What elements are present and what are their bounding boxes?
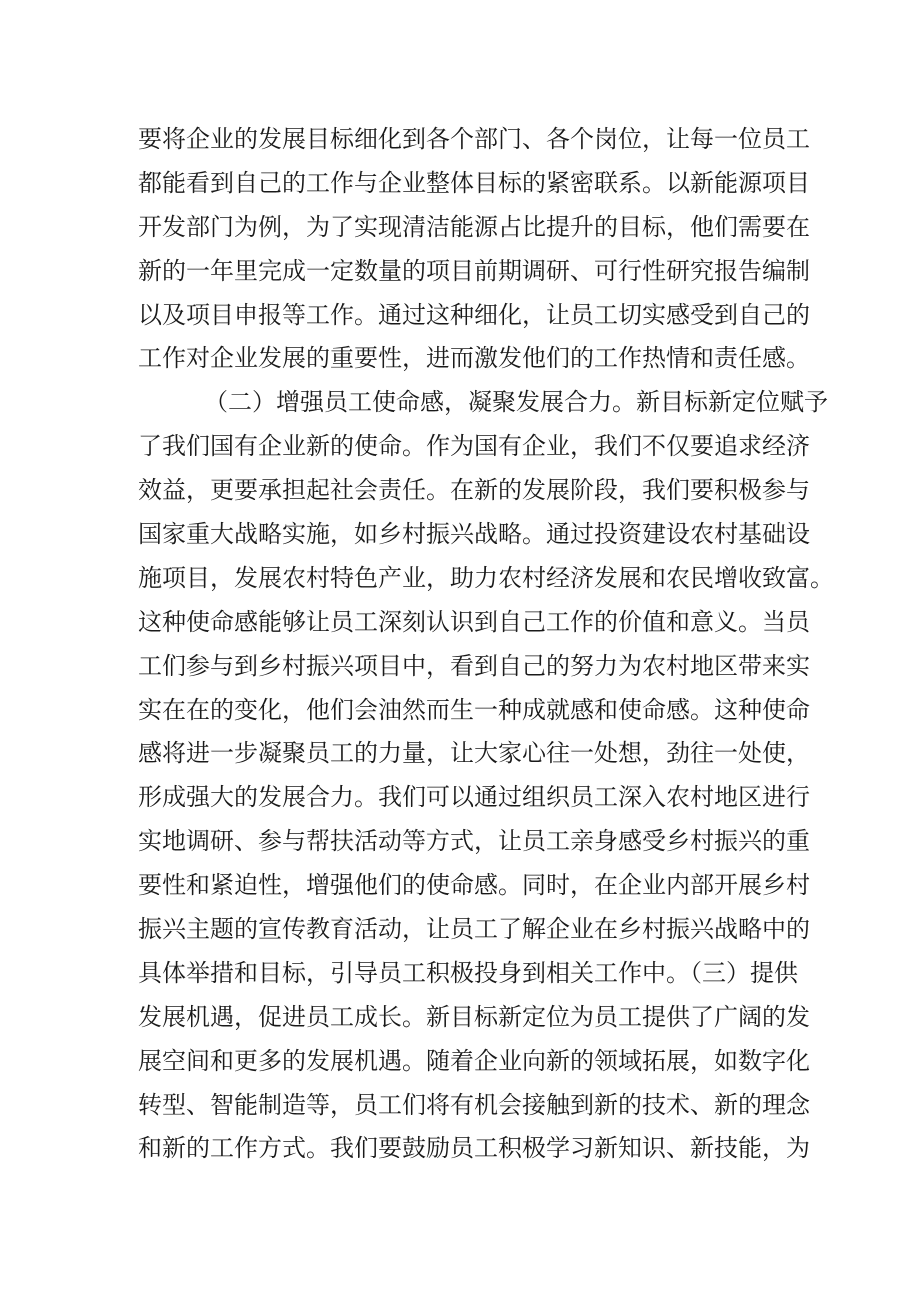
text-line: 施项目，发展农村特色产业，助力农村经济发展和农民增收致富。 xyxy=(138,563,834,592)
text-line: 和新的工作方式。我们要鼓励员工积极学习新知识、新技能，为 xyxy=(138,1134,810,1163)
text-line: 要将企业的发展目标细化到各个部门、各个岗位，让每一位员工 xyxy=(138,125,810,153)
text-line: 发展机遇，促进员工成长。新目标新定位为员工提供了广阔的发 xyxy=(138,1002,810,1031)
text-line: 实地调研、参与帮扶活动等方式，让员工亲身感受乡村振兴的重 xyxy=(138,827,810,856)
section-heading-line: （二）增强员工使命感，凝聚发展合力。新目标新定位赋予 xyxy=(204,388,828,417)
text-line: 国家重大战略实施，如乡村振兴战略。通过投资建设农村基础设 xyxy=(138,520,810,549)
text-line: 开发部门为例，为了实现清洁能源占比提升的目标，他们需要在 xyxy=(138,212,810,241)
text-line: 工作对企业发展的重要性，进而激发他们的工作热情和责任感。 xyxy=(138,344,810,373)
text-line: 工们参与到乡村振兴项目中，看到自己的努力为农村地区带来实 xyxy=(138,651,810,680)
text-line: 要性和紧迫性，增强他们的使命感。同时，在企业内部开展乡村 xyxy=(138,871,810,900)
text-line: 了我们国有企业新的使命。作为国有企业，我们不仅要追求经济 xyxy=(138,432,810,461)
text-line: 感将进一步凝聚员工的力量，让大家心往一处想，劲往一处使， xyxy=(138,739,810,768)
text-line: 振兴主题的宣传教育活动，让员工了解企业在乡村振兴战略中的 xyxy=(138,915,810,944)
text-line: 这种使命感能够让员工深刻认识到自己工作的价值和意义。当员 xyxy=(138,607,810,636)
text-line: 形成强大的发展合力。我们可以通过组织员工深入农村地区进行 xyxy=(138,783,810,812)
text-line: 实在在的变化，他们会油然而生一种成就感和使命感。这种使命 xyxy=(138,695,810,724)
text-line: 具体举措和目标，引导员工积极投身到相关工作中。（三）提供 xyxy=(138,958,798,987)
text-line: 转型、智能制造等，员工们将有机会接触到新的技术、新的理念 xyxy=(138,1090,810,1119)
text-line: 展空间和更多的发展机遇。随着企业向新的领域拓展，如数字化 xyxy=(138,1046,810,1075)
text-line: 效益，更要承担起社会责任。在新的发展阶段，我们要积极参与 xyxy=(138,476,810,505)
text-line: 以及项目申报等工作。通过这种细化，让员工切实感受到自己的 xyxy=(138,300,810,329)
text-line: 都能看到自己的工作与企业整体目标的紧密联系。以新能源项目 xyxy=(138,168,810,197)
body-text xyxy=(138,118,834,1171)
text-line: 新的一年里完成一定数量的项目前期调研、可行性研究报告编制 xyxy=(138,256,810,285)
